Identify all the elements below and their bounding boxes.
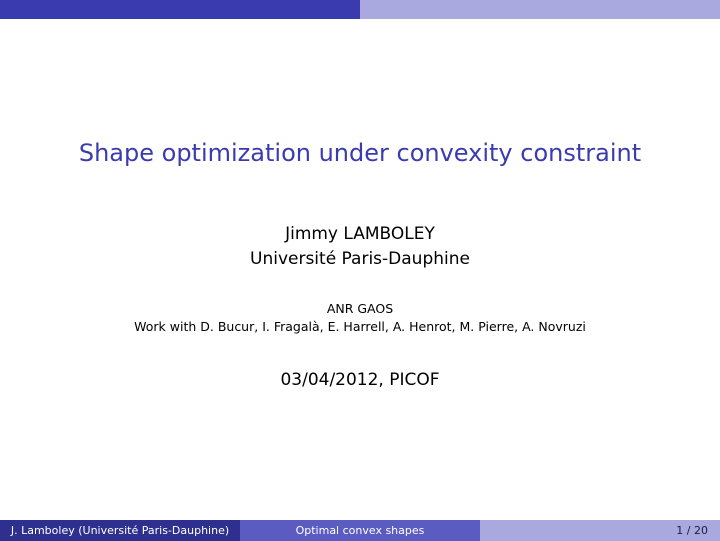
header-bar-right bbox=[360, 0, 720, 19]
slide-title: Shape optimization under convexity constraint bbox=[78, 139, 642, 167]
footer-bar bbox=[0, 520, 720, 541]
header-progress-bar bbox=[0, 0, 720, 19]
author-name: Jimmy LAMBOLEY bbox=[285, 224, 435, 244]
footer-page-number: 1 / 20 bbox=[480, 520, 720, 541]
footer-short-title: Optimal convex shapes bbox=[240, 520, 480, 541]
author-institution: Université Paris-Dauphine bbox=[250, 249, 470, 269]
footer-author: J. Lamboley (Université Paris-Dauphine) bbox=[0, 520, 240, 541]
collaborators-line: Work with D. Bucur, I. Fragalà, E. Harrell, A. Henrot, M. Pierre, A. Novruzi bbox=[134, 319, 586, 334]
grant-label: ANR GAOS bbox=[326, 301, 394, 316]
header-bar-left bbox=[0, 0, 360, 19]
date-event: 03/04/2012, PICOF bbox=[280, 370, 440, 390]
